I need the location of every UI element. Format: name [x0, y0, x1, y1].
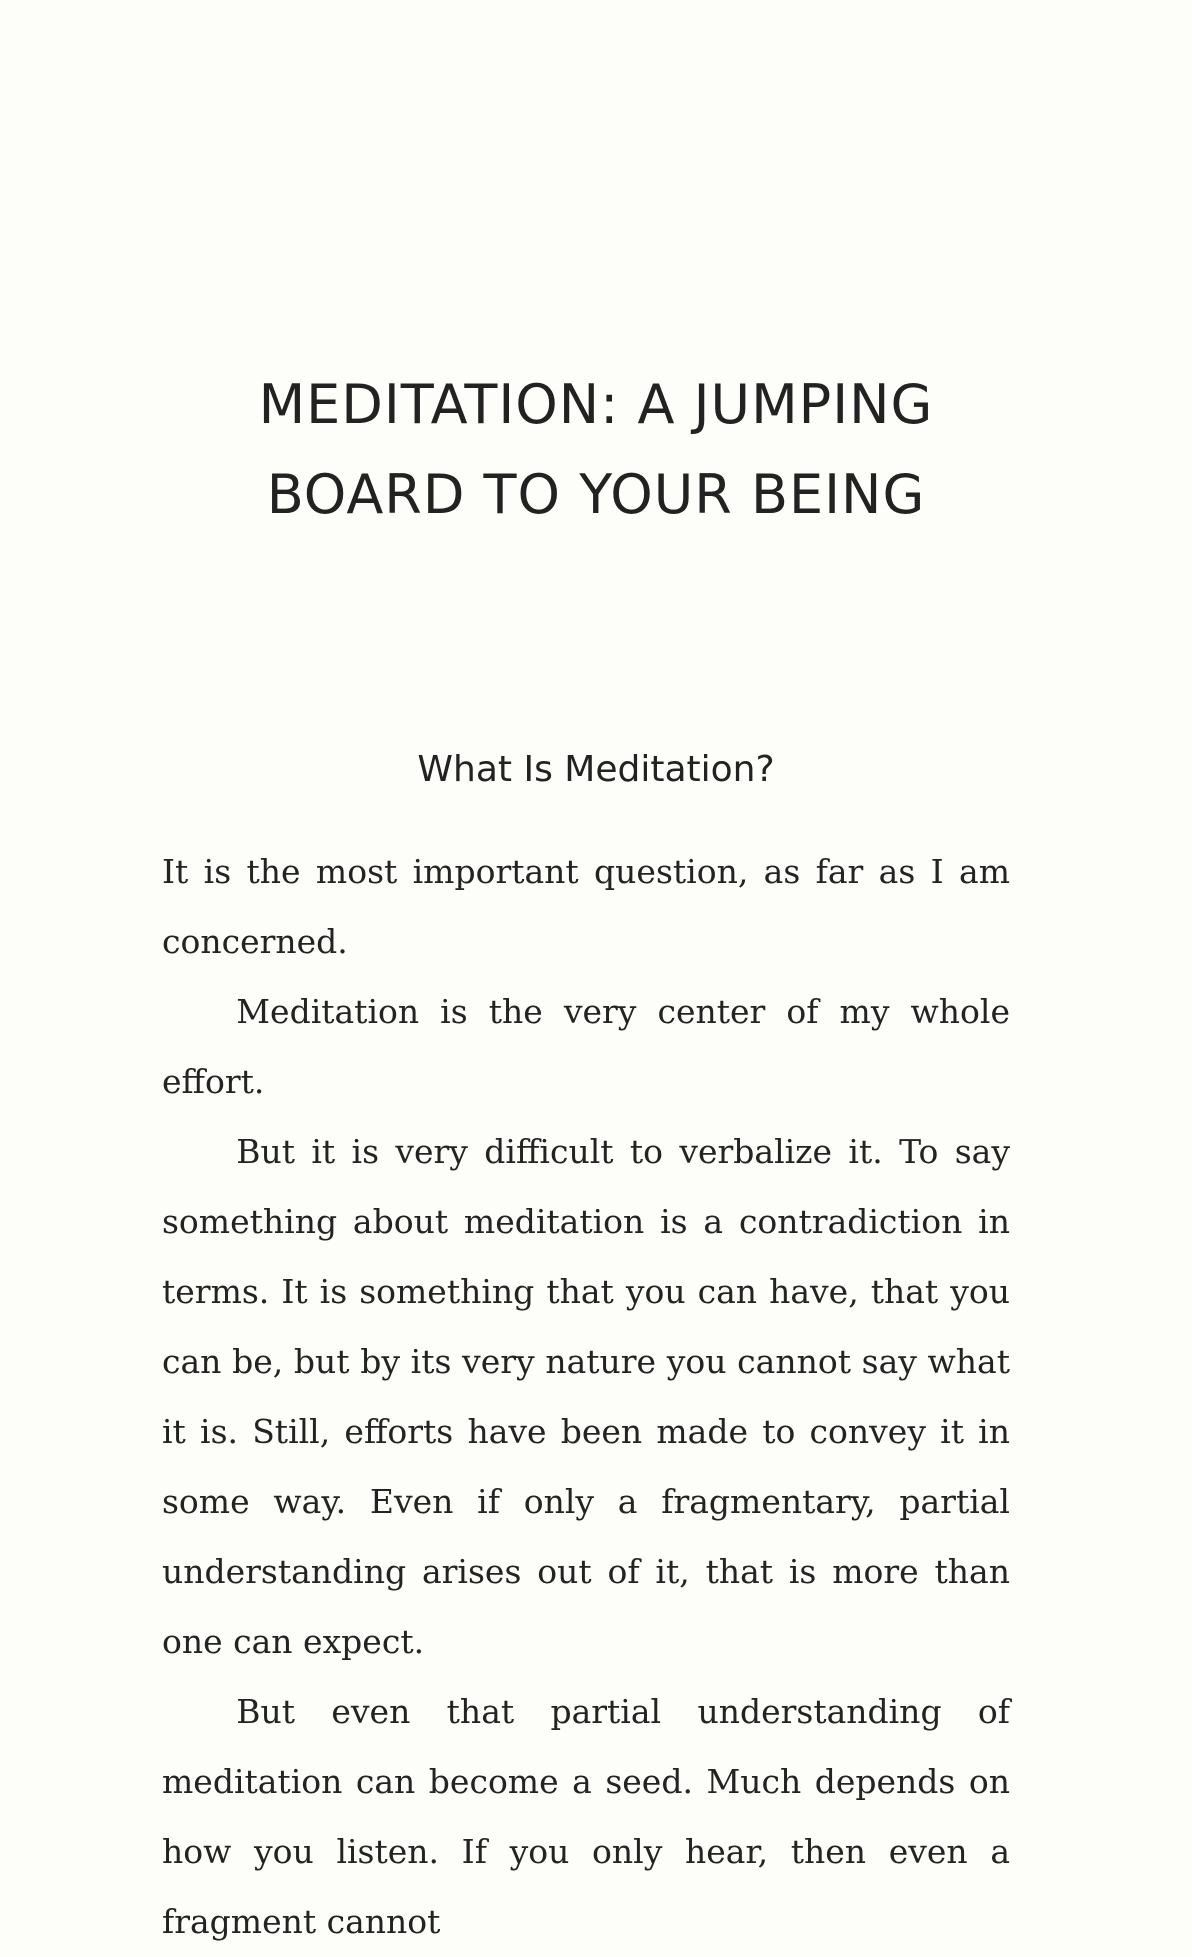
paragraph-2: Meditation is the very center of my whole effort.: [162, 992, 1010, 1101]
body-text: [162, 837, 1010, 1957]
paragraph-1: It is the most important question, as far as I am concerned.: [162, 852, 1010, 961]
chapter-title-line-1: MEDITATION: A JUMPING: [258, 373, 934, 436]
paragraph-3: But it is very difficult to verbalize it. To say something about meditation is a contradiction in terms. It is something that you can have, that you can be, but by its very nature you cannot say what it is. Still, efforts have been made to convey it in some way. Even if only a fragmentary, partial understanding arises out of it, that is more than one can expect.: [162, 1132, 1010, 1661]
chapter-title-line-2: BOARD TO YOUR BEING: [266, 463, 926, 526]
chapter-title: [0, 360, 1192, 540]
paragraph-4: But even that partial understanding of meditation can become a seed. Much depends on how you listen. If you only hear, then even a fragment cannot: [162, 1692, 1010, 1941]
section-heading: What Is Meditation?: [417, 749, 775, 790]
